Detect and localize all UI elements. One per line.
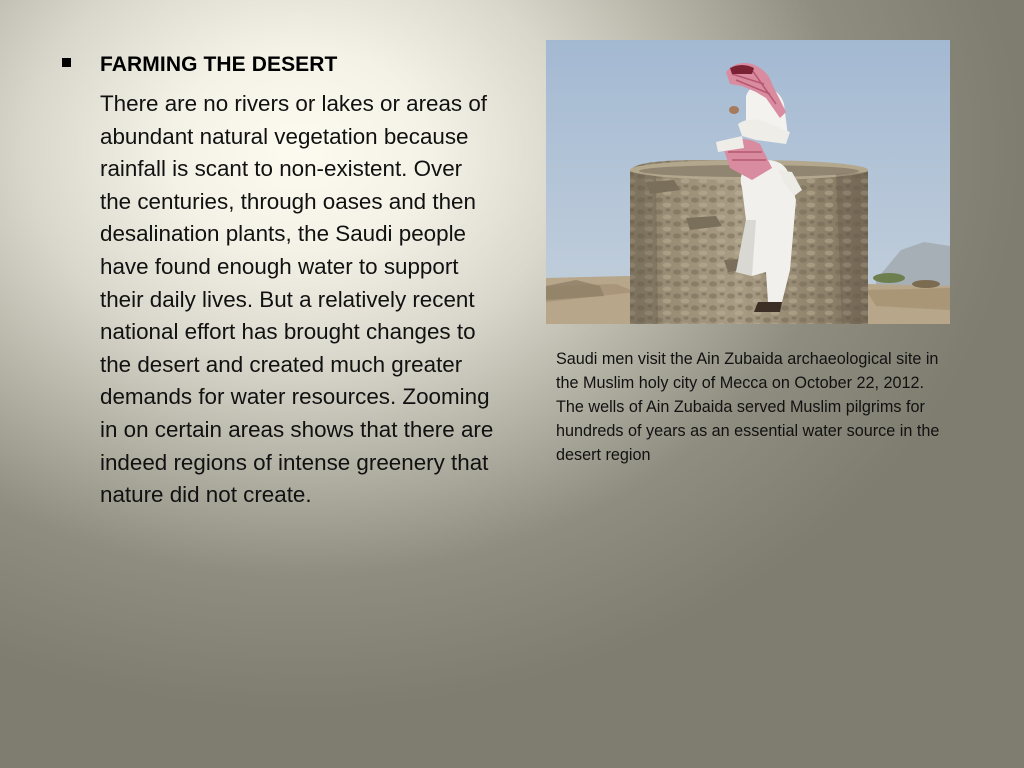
photo-caption: Saudi men visit the Ain Zubaida archaeological site in the Muslim holy city of Mecca on October 22, 2012. The wells of Ain Zubaida served Muslim pilgrims for hundreds of years as an essential water source in the desert region (556, 350, 940, 464)
bullet-marker (62, 58, 71, 67)
slide-body-text: There are no rivers or lakes or areas of abundant natural vegetation because rainfall is scant to non-existent. Over the centuries, through oases and then desalination plants, the Saudi people have found enough water to support their daily lives. But a relatively recent national effort has brought changes to the desert and created much greater demands for water resources. Zooming in on certain areas shows that there are indeed regions of intense greenery that nature did not create. (100, 91, 494, 508)
well-photo (546, 40, 950, 324)
slide-heading: FARMING THE DESERT (100, 53, 338, 76)
